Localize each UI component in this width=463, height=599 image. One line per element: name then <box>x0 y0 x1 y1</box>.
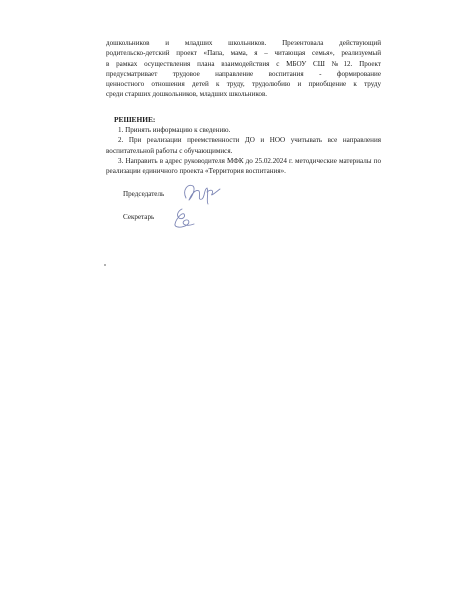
secretary-signature-label: Секретарь <box>123 213 155 221</box>
decision-item: 1. Принять информацию к сведению. <box>118 126 231 134</box>
decision-item: 2. При реализации преемственности ДО и НОО учитывать все направления воспитательной работы с обучающимися. <box>106 136 381 155</box>
body-line: дошкольников и младших школьников. Презентовала действующий <box>106 39 381 47</box>
body-line: ценностного отношения детей к труду, трудолюбию и приобщение к труду <box>106 80 381 89</box>
body-line: предусматривает трудовое направление воспитания - формирование <box>106 69 381 78</box>
body-line: среди старших дошкольников, младших школьников. <box>106 90 268 99</box>
body-line: родительско-детский проект «Папа, мама, я – читающая семья», реализуемый <box>106 49 381 58</box>
body-line: в рамках осуществления плана взаимодействия с МБОУ СШ №12. Проект <box>106 59 381 68</box>
chair-handwritten-signature <box>180 180 224 206</box>
decision-list <box>106 125 381 176</box>
chair-signature-label: Председатель <box>123 190 165 198</box>
decision-item: 3. Направить в адрес руководителя МФК до 25.02.2024 г. методические материалы по реализации единичного проекта «Территория воспитания». <box>106 156 381 176</box>
decision-heading: РЕШЕНИЕ: <box>114 115 156 124</box>
scan-speck <box>104 264 106 266</box>
secretary-handwritten-signature <box>170 205 200 231</box>
body-paragraph <box>106 38 381 100</box>
